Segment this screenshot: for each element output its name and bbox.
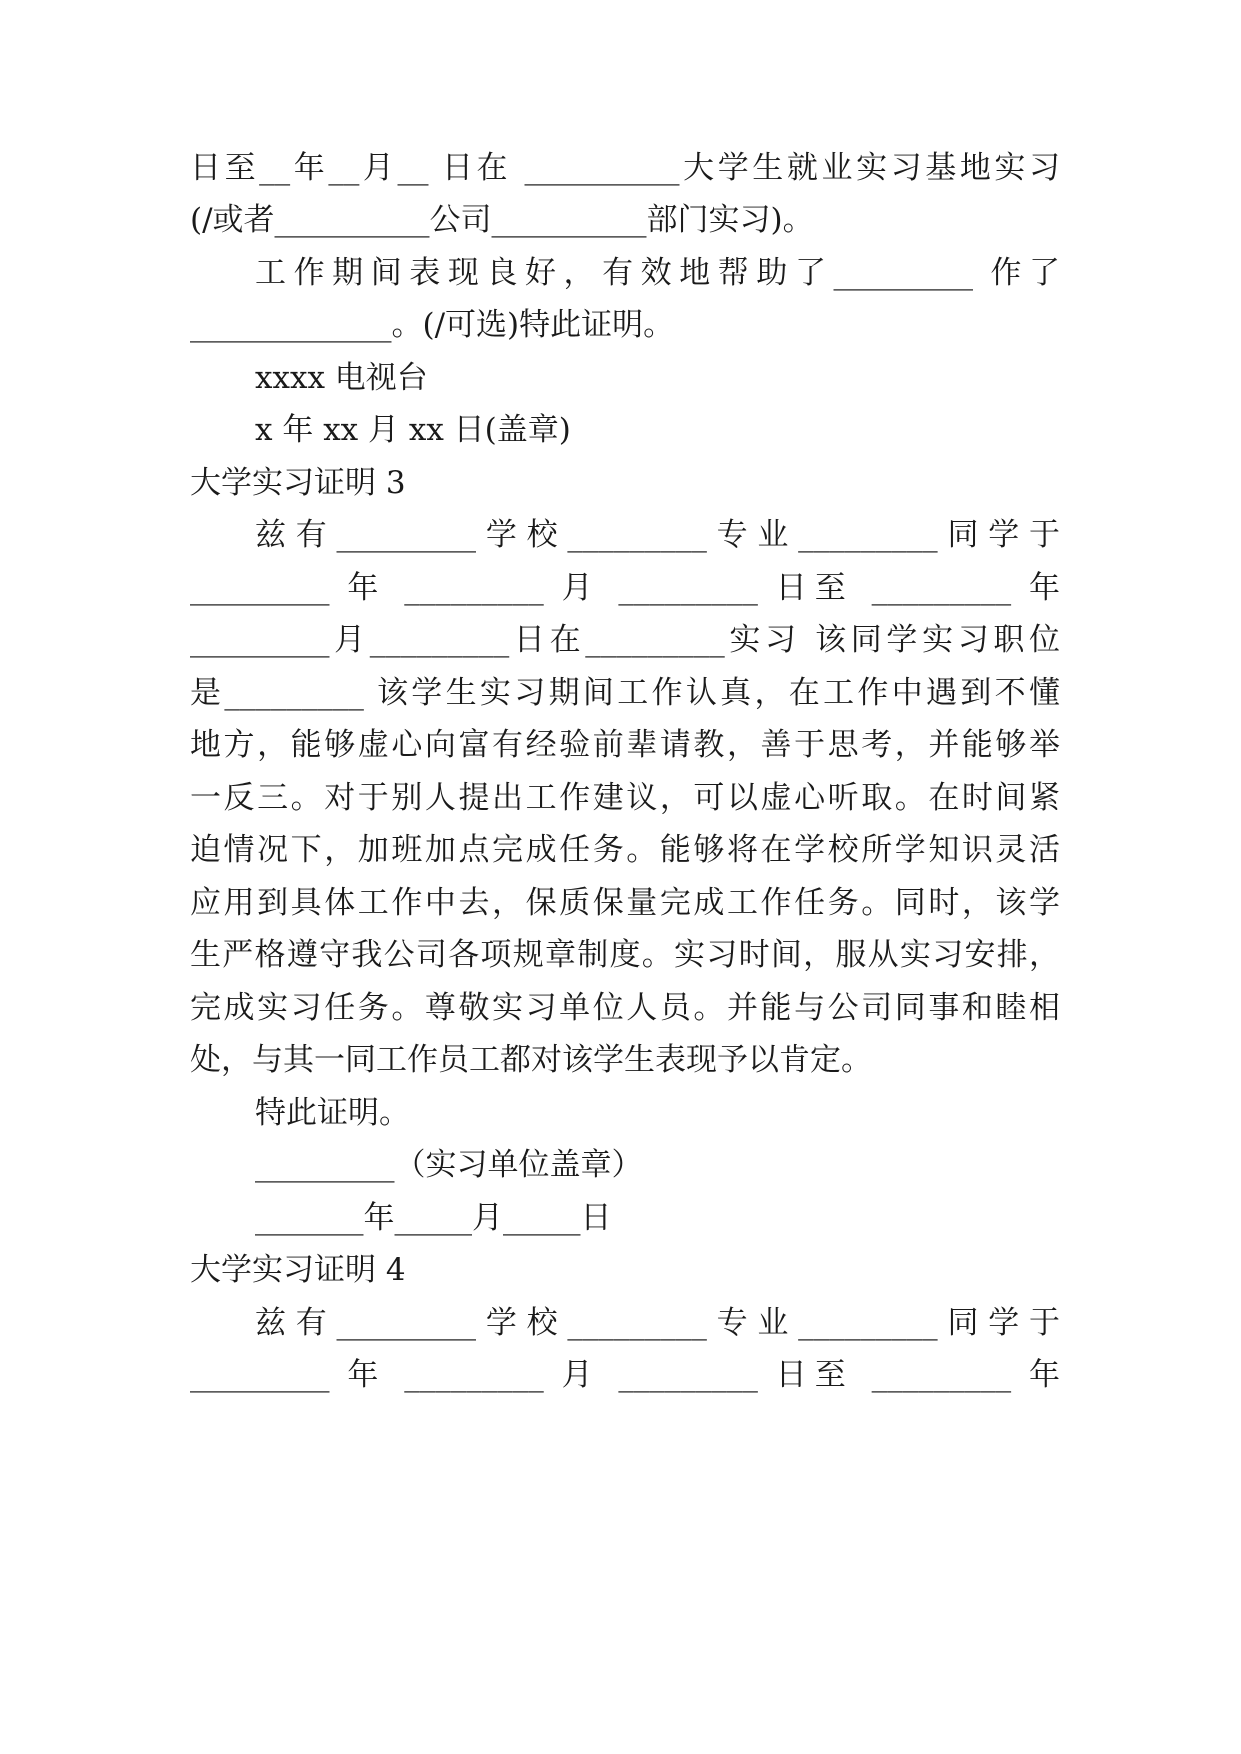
text-line-9: _________ 年 _________ 月 _________ 日至 _________ 年 xyxy=(190,570,1060,606)
stamp-line: _________（实习单位盖章） xyxy=(255,1147,643,1183)
text-line-17: 完成实习任务。尊敬实习单位人员。并能与公司同事和睦相 xyxy=(190,990,1060,1026)
text-line-12: 地方，能够虚心向富有经验前辈请教，善于思考，并能够举 xyxy=(190,727,1060,763)
section-title-3: 大学实习证明 3 xyxy=(190,465,406,501)
section-title-4: 大学实习证明 4 xyxy=(190,1252,406,1288)
text-line-15: 应用到具体工作中去，保质保量完成工作任务。同时，该学 xyxy=(190,885,1060,921)
text-line-3: 工作期间表现良好，有效地帮助了_________ 作了 xyxy=(255,255,1060,291)
closing-text: 特此证明。 xyxy=(255,1095,410,1131)
sign-date: x 年 xx 月 xx 日(盖章) xyxy=(255,412,571,448)
text-line-10: _________月_________日在_________实习 该同学实习职位 xyxy=(190,622,1060,658)
text-line-13: 一反三。对于别人提出工作建议，可以虚心听取。在时间紧 xyxy=(190,780,1060,816)
text-line-11: 是_________ 该学生实习期间工作认真，在工作中遇到不懂 xyxy=(190,675,1060,711)
text-line-4: _____________。(/可选)特此证明。 xyxy=(190,307,675,343)
text-line-23: 兹有_________学校_________专业_________同学于 xyxy=(255,1305,1060,1341)
text-line-14: 迫情况下，加班加点完成任务。能够将在学校所学知识灵活 xyxy=(190,832,1060,868)
text-line-2: (/或者__________公司__________部门实习)。 xyxy=(190,202,814,238)
date-line: _______年_____月_____日 xyxy=(255,1200,612,1236)
text-line-8: 兹有_________学校_________专业_________同学于 xyxy=(255,517,1060,553)
text-line-24: _________ 年 _________ 月 _________ 日至 _________ 年 xyxy=(190,1357,1060,1393)
text-line-18: 处，与其一同工作员工都对该学生表现予以肯定。 xyxy=(190,1042,872,1078)
text-line-16: 生严格遵守我公司各项规章制度。实习时间，服从实习安排， xyxy=(190,937,1060,973)
sign-org: xxxx 电视台 xyxy=(255,360,428,396)
text-line-1: 日至__年__月__ 日在 __________大学生就业实习基地实习 xyxy=(190,150,1060,186)
